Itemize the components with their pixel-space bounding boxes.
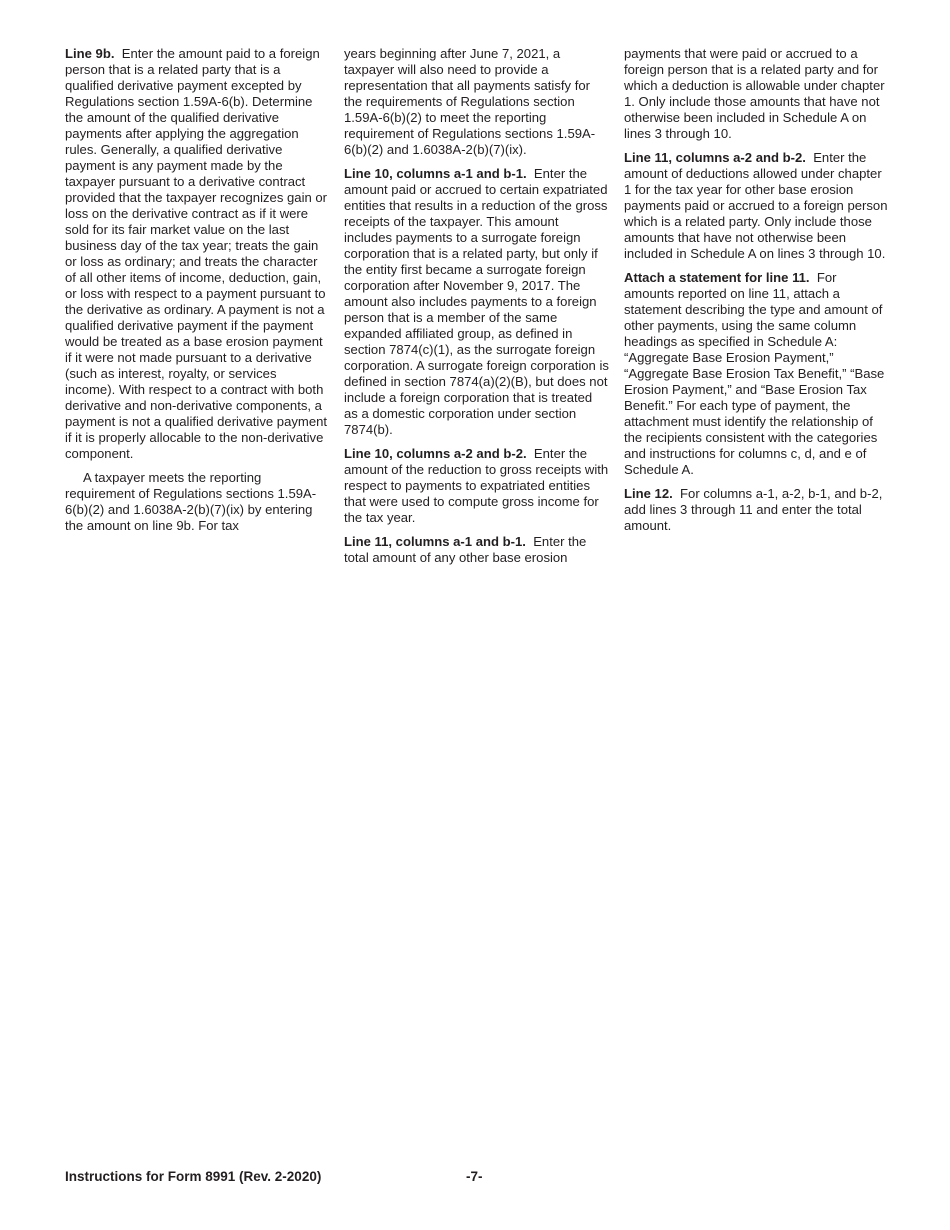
paragraph-line-9b	[65, 46, 329, 462]
paragraph-heading: Line 11, columns a-2 and b-2.	[624, 150, 806, 165]
paragraph-continuation	[624, 46, 889, 142]
paragraph-text: payments that were paid or accrued to a foreign person that is a related party and for which a deduction is allowable under chapter 1. Only include those amounts that have not otherwise been included in Schedule A on lines 3 through 10.	[624, 46, 885, 141]
paragraph-line-10-a1-b1	[344, 166, 609, 438]
paragraph-heading: Line 9b.	[65, 46, 115, 61]
paragraph-heading: Line 10, columns a-1 and b-1.	[344, 166, 527, 181]
column-1	[65, 46, 329, 542]
footer-form-title: Instructions for Form 8991 (Rev. 2-2020)	[65, 1169, 322, 1184]
paragraph-text: For columns a-1, a-2, b-1, and b-2, add lines 3 through 11 and enter the total amount.	[624, 486, 883, 533]
paragraph-text: Enter the amount of the reduction to gross receipts with respect to payments to expatriated entities that were used to compute gross income for the tax year.	[344, 446, 609, 525]
paragraph-text: A taxpayer meets the reporting requirement of Regulations sections 1.59A-6(b)(2) and 1.6038A-2(b)(7)(ix) by entering the amount on line 9b. For tax	[65, 470, 317, 533]
column-3	[624, 46, 889, 542]
paragraph-text: Enter the amount paid to a foreign person that is a related party that is a qualified derivative payment excepted by Regulations section 1.59A-6(b). Determine the amount of the qualified derivative payments after applying the aggregation rules. Generally, a qualified derivative payment is any payment made by the taxpayer pursuant to a derivative contract provided that the taxpayer recognizes gain or loss on the derivative contract as if it were sold for its fair market value on the last business day of the tax year; treats the gain or loss as ordinary; and treats the character of all other items of income, deduction, gain, or loss with respect to a payment pursuant to the derivative as ordinary. A payment is not a qualified derivative payment if the payment would be treated as a base erosion payment if it were not made pursuant to a derivative (such as interest, royalty, or services income). With respect to a contract with both derivative and non-derivative components, a payment is not a qualified derivative payment if it is properly allocable to the non-derivative component.	[65, 46, 328, 461]
paragraph-line-10-a2-b2	[344, 446, 609, 526]
paragraph-line-11-a1-b1	[344, 534, 609, 566]
footer-page-number: -7-	[466, 1169, 483, 1184]
paragraph-heading: Line 12.	[624, 486, 673, 501]
column-2	[344, 46, 609, 574]
paragraph-text: Enter the amount of deductions allowed under chapter 1 for the tax year for other base erosion payments paid or accrued to a foreign person which is a related party. Only include those amounts that have not otherwise been included in Schedule A on lines 3 through 10.	[624, 150, 888, 261]
paragraph-heading: Line 11, columns a-1 and b-1.	[344, 534, 526, 549]
paragraph-text: For amounts reported on line 11, attach a statement describing the type and amount of other payments, using the same column headings as specified in Schedule A: “Aggregate Base Erosion Payment,” “Aggregate Base Erosion Tax Benefit,” “Base Erosion Payment,” and “Base Erosion Tax Benefit.” For each type of payment, the attachment must identify the relationship of the recipients consistent with the categories and instructions for columns c, d, and e of Schedule A.	[624, 270, 885, 477]
paragraph-heading: Line 10, columns a-2 and b-2.	[344, 446, 527, 461]
paragraph-continuation	[344, 46, 609, 158]
paragraph-reporting-requirement	[65, 470, 329, 534]
paragraph-text: years beginning after June 7, 2021, a taxpayer will also need to provide a representation that all payments satisfy for the requirements of Regulations section 1.59A-6(b)(2) to meet the reporting requirement of Regulations sections 1.59A-6(b)(2) and 1.6038A-2(b)(7)(ix).	[344, 46, 596, 157]
paragraph-text: Enter the total amount of any other base erosion	[344, 534, 587, 565]
paragraph-line-11-a2-b2	[624, 150, 889, 262]
paragraph-text: Enter the amount paid or accrued to certain expatriated entities that results in a reduction of the gross receipts of the taxpayer. This amount includes payments to a surrogate foreign corporation that is a related party, but only if the entity first became a surrogate foreign corporation after November 9, 2017. The amount also includes payments to a foreign person that is a member of the same expanded affiliated group, as defined in section 7874(c)(1), as the surrogate foreign corporation. A surrogate foreign corporation is defined in section 7874(a)(2)(B), but does not include a foreign corporation that is treated as a domestic corporation under section 7874(b).	[344, 166, 609, 437]
paragraph-attach-statement	[624, 270, 889, 478]
paragraph-line-12	[624, 486, 889, 534]
paragraph-heading: Attach a statement for line 11.	[624, 270, 810, 285]
